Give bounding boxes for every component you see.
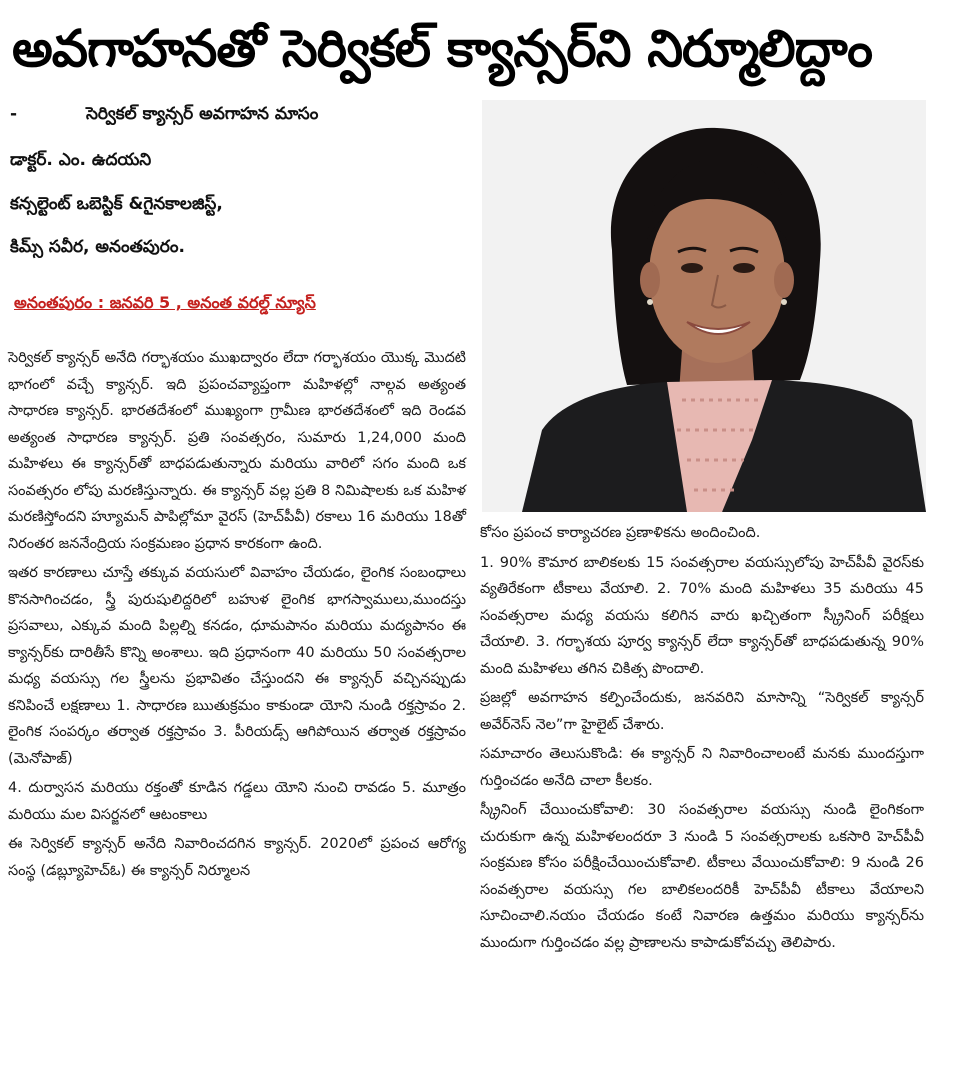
author-designation: కన్సల్టెంట్ ఒబెస్టిక్ &గైనకాలజిస్ట్, <box>10 194 223 214</box>
article-column-left <box>8 345 466 887</box>
paragraph: 4. దుర్వాసన మరియు రక్తంతో కూడిన గడ్డలు యోని నుంచి రావడం 5. మూత్రం మరియు మల విసర్జనలో ఆటంకాలు <box>8 780 466 823</box>
paragraph: ప్రజల్లో అవగాహన కల్పించేందుకు, జనవరిని మాసాన్ని “సెర్వికల్ క్యాన్సర్ అవేర్‌నెస్ నెల”గా హైలైట్ చేశారు. <box>480 690 924 733</box>
author-photo <box>482 100 926 512</box>
author-hospital: కిమ్స్ సవీర, అనంతపురం. <box>10 237 185 257</box>
dateline: అనంతపురం : జనవరి 5 , అనంత వరల్డ్ న్యూస్ <box>14 293 316 312</box>
subtitle-text: సెర్వికల్ క్యాన్సర్ అవగాహన మాసం <box>86 104 319 124</box>
subtitle-dash: - <box>10 104 18 124</box>
paragraph: ఇతర కారణాలు చూస్తే తక్కువ వయసులో వివాహం చేయడం, లైంగిక సంబంధాలు కొనసాగించడం, స్త్రీ పురుషులిద్దరిలో బహుళ లైంగిక భాగస్వాములు,ముందస్తు ప్రసవాలు, ఎక్కువ మంది పిల్లల్ని కనడం, ధూమపానం మరియు మద్యపానం ఈ క్యాన్సర్‌కు దారితీసే కొన్ని అంశాలు. ఇది ప్రధానంగా 40 మరియు 50 సంవత్సరాల మధ్య వయస్సు గల స్త్రీలను ప్రభావితం చేస్తుందని ఈ క్యాన్సర్ వచ్చినప్పుడు కనిపించే లక్షణాలు 1. సాధారణ ఋతుక్రమం కాకుండా యోని నుండి రక్తస్రావం 2. లైంగిక సంపర్కం తర్వాత రక్తస్రావం 3. పీరియడ్స్ ఆగిపోయిన తర్వాత రక్తస్రావం (మెనోపాజ్) <box>8 565 466 767</box>
paragraph: సెర్వికల్ క్యాన్సర్ అనేది గర్భాశయం ముఖద్వారం లేదా గర్భాశయం యొక్క మొదటి భాగంలో వచ్చే క్యాన్సర్. ఇది ప్రపంచవ్యాప్తంగా మహిళల్లో నాల్గవ అత్యంత సాధారణ క్యాన్సర్. భారతదేశంలో ముఖ్యంగా గ్రామీణ భారతదేశంలో ఇది రెండవ అత్యంత సాధారణ క్యాన్సర్. ప్రతి సంవత్సరం, సుమారు 1,24,000 మంది మహిళలు ఈ క్యాన్సర్‌తో బాధపడుతున్నారు మరియు వారిలో సగం మంది ఒక సంవత్సరం లోపు మరణిస్తున్నారు. ఈ క్యాన్సర్ వల్ల ప్రతి 8 నిమిషాలకు ఒక మహిళ మరణిస్తోందని హ్యూమన్ పాపిల్లోమా వైరస్ (హెచ్‌పీవీ) రకాలు 16 మరియు 18తో నిరంతర జననేంద్రియ సంక్రమణం ప్రధాన కారకంగా ఉంది. <box>8 350 466 552</box>
author-name: డాక్టర్. ఎం. ఉదయని <box>10 150 152 170</box>
paragraph: 1. 90% కౌమార బాలికలకు 15 సంవత్సరాల వయస్సులోపు హెచ్‌పీవీ వైరస్‌కు వ్యతిరేకంగా టీకాలు వేయాలి. 2. 70% మంది మహిళలు 35 మరియు 45 సంవత్సరాల మధ్య వయసు కలిగిన వారు ఖచ్చితంగా స్క్రీనింగ్ పరీక్షలు చేయాలి. 3. గర్భాశయ పూర్వ క్యాన్సర్ లేదా క్యాన్సర్‌తో బాధపడుతున్న 90% మంది మహిళలు తగిన చికిత్స పొందాలి. <box>480 554 924 677</box>
headline: అవగాహనతో సెర్వికల్ క్యాన్సర్‌ని నిర్మూలిద్దాం <box>12 20 872 79</box>
paragraph: ఈ సెర్వికల్ క్యాన్సర్ అనేది నివారించదగిన క్యాన్సర్. 2020లో ప్రపంచ ఆరోగ్య సంస్థ (డబ్ల్యూహెచ్‌ఓ) ఈ క్యాన్సర్ నిర్మూలన <box>8 836 466 879</box>
paragraph: సమాచారం తెలుసుకొండి: ఈ క్యాన్సర్ ని నివారించాలంటే మనకు ముందస్తుగా గుర్తించడం అనేది చాలా కీలకం. <box>480 746 924 789</box>
subtitle <box>10 104 318 128</box>
article-column-right <box>480 520 924 959</box>
doctor-portrait-icon <box>482 100 926 512</box>
paragraph: కోసం ప్రపంచ కార్యాచరణ ప్రణాళికను అందించింది. <box>480 525 761 541</box>
paragraph: స్క్రీనింగ్ చేయించుకోవాలి: 30 సంవత్సరాల వయస్సు నుండి లైంగికంగా చురుకుగా ఉన్న మహిళలందరూ 3 నుండి 5 సంవత్సరాలకు ఒకసారి హెచ్‌పీవీ సంక్రమణ కోసం పరీక్షించేయించుకోవాలి. టీకాలు వేయించుకోవాలి: 9 నుండి 26 సంవత్సరాల వయస్సు గల బాలికలందరికీ హెచ్‌పీవీ టీకాలు వేయాలని సూచించాలి.నయం చేయడం కంటే నివారణ ఉత్తమం మరియు క్యాన్సర్‌ను ముందుగా గుర్తించడం వల్ల ప్రాణాలను కాపాడుకోవచ్చు తెలిపారు. <box>480 802 924 951</box>
